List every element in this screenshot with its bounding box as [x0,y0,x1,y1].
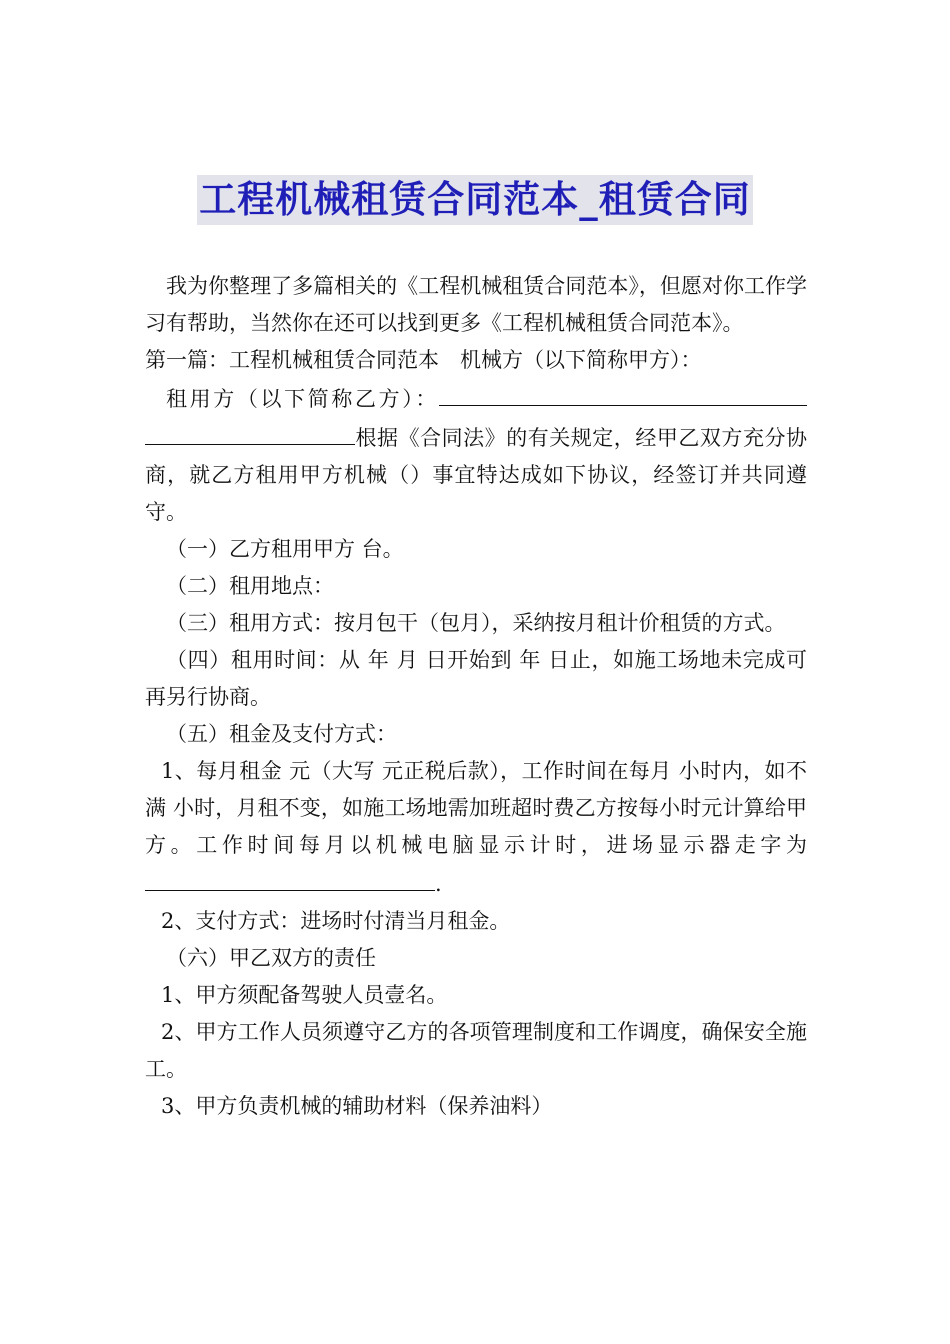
lessee-name-blank-continued [145,418,355,445]
clause-5: （五）租金及支付方式： [166,722,397,746]
section-heading: 第一篇：工程机械租赁合同范本 机械方（以下简称甲方）： [145,348,702,372]
document-title: 工程机械租赁合同范本_租赁合同 [197,175,753,225]
lessee-paragraph [145,379,807,531]
clause-5-1-end: . [435,872,442,896]
clause-1: （一）乙方租用甲方 台。 [166,537,404,561]
clause-6-2: 2、甲方工作人员须遵守乙方的各项管理制度和工作调度，确保安全施工。 [145,1020,807,1081]
clause-5-1 [145,753,807,903]
clause-6-1: 1、甲方须配备驾驶人员壹名。 [161,983,448,1007]
clause-3: （三）租用方式：按月包干（包月），采纳按月租计价租赁的方式。 [166,611,786,635]
intro-paragraph: 我为你整理了多篇相关的《工程机械租赁合同范本》，但愿对你工作学习有帮助，当然你在还可以找到更多《工程机械租赁合同范本》。 [145,274,807,335]
clause-6: （六）甲乙双方的责任 [166,946,376,970]
title-container [0,175,950,225]
lessee-label: 租用方（以下简称乙方）： [166,387,439,411]
clause-5-2: 2、支付方式：进场时付清当月租金。 [161,909,511,933]
document-body [145,268,807,1125]
clause-2: （二）租用地点： [166,574,334,598]
clause-4: （四）租用时间：从 年 月 日开始到 年 日止，如施工场地未完成可再另行协商。 [145,648,807,709]
lessee-name-blank [439,379,807,406]
basis-text: 根据《合同法》的有关规定，经甲乙双方充分协商，就乙方租用甲方机械（）事宜特达成如下协议，经签订并共同遵守。 [145,426,807,524]
clause-5-1-text: 1、每月租金 元（大写 元正税后款），工作时间在每月 小时内，如不满 小时，月租不变，如施工场地需加班超时费乙方按每小时元计算给甲方。工作时间每月以机械电脑显示计时，进场显示器走字为 [145,759,807,857]
meter-reading-blank [145,864,435,891]
clause-6-3: 3、甲方负责机械的辅助材料（保养油料） [161,1094,553,1118]
